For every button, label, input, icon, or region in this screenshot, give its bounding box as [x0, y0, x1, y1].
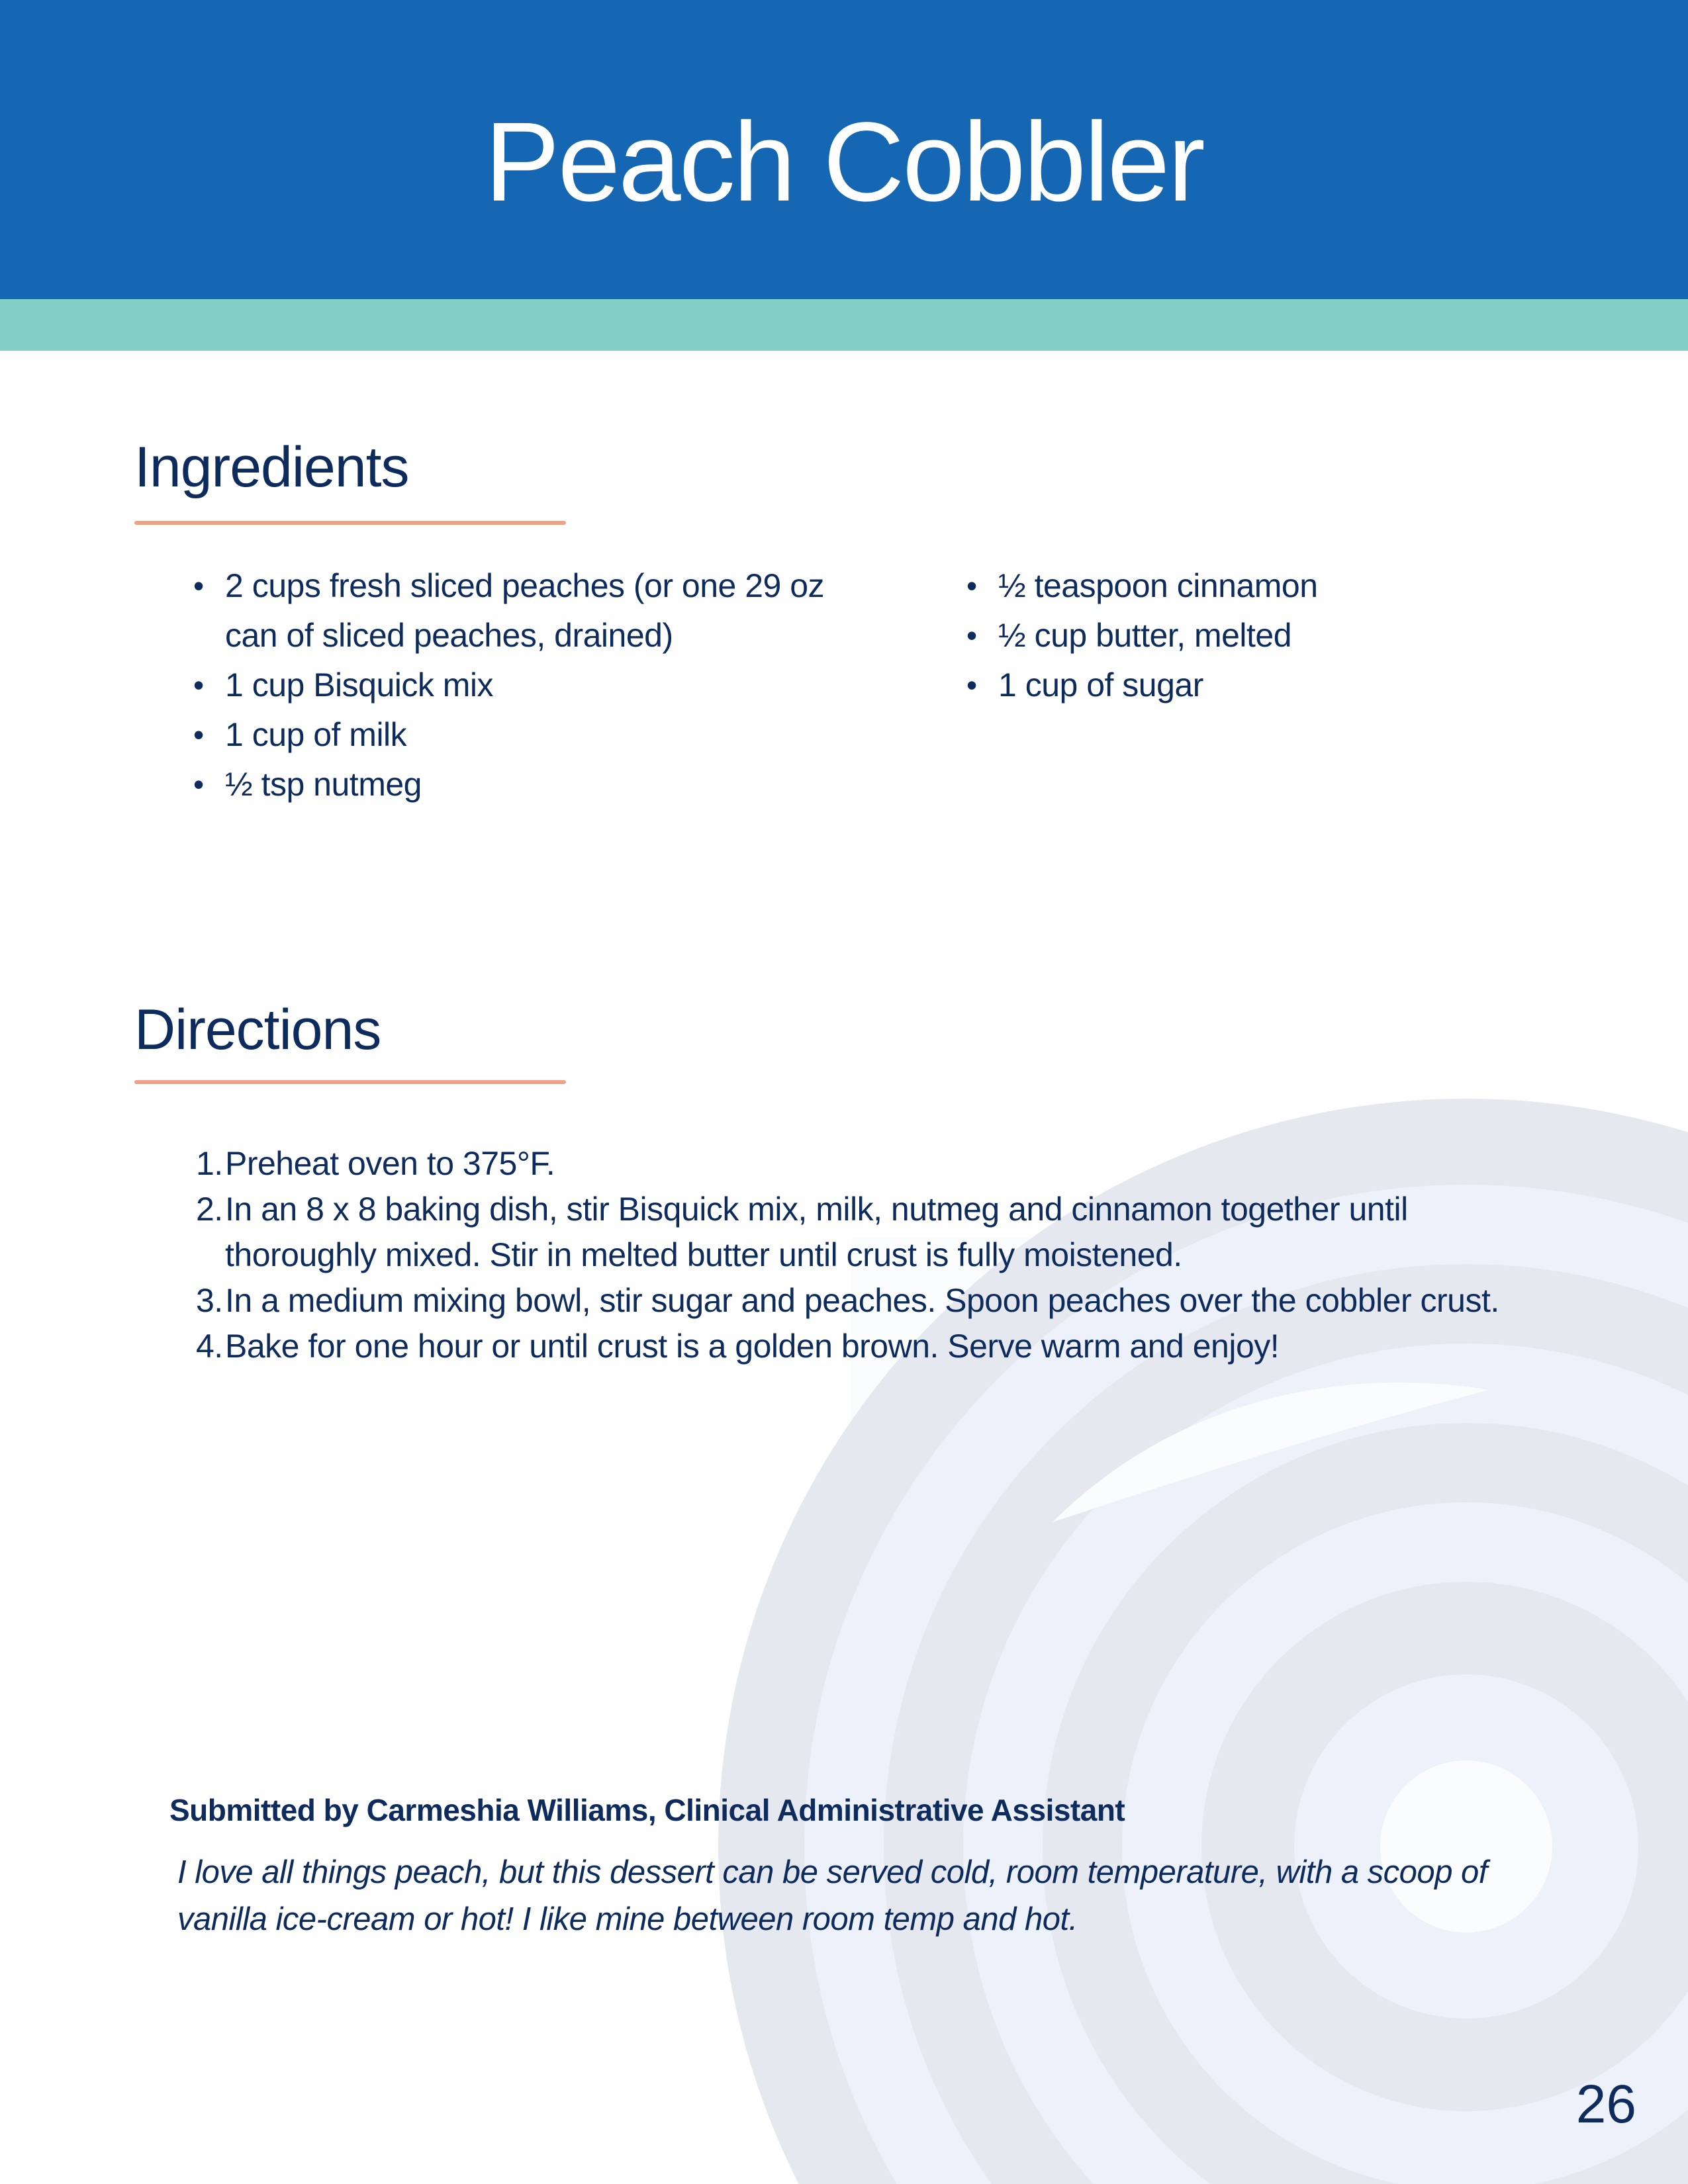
- ingredients-list-right: [998, 561, 1594, 710]
- submitted-by: Submitted by Carmeshia Williams, Clinical Administrative Assistant: [169, 1793, 1125, 1827]
- direction-step: [196, 1141, 1516, 1187]
- submitter-note: I love all things peach, but this dessert can be served cold, room temperature, with a scoop of vanilla ice-cream or hot! I like mine between room temp and hot.: [177, 1854, 1487, 1937]
- directions-underline: [134, 1080, 566, 1084]
- direction-step: [196, 1324, 1516, 1369]
- step-text: Preheat oven to 375°F.: [225, 1145, 555, 1182]
- step-number: 1.: [196, 1145, 223, 1182]
- step-text: Bake for one hour or until crust is a golden brown. Serve warm and enjoy!: [225, 1328, 1280, 1365]
- page-number: 26: [1575, 2074, 1636, 2134]
- recipe-title: Peach Cobbler: [485, 99, 1203, 225]
- ingredients-heading: Ingredients: [134, 435, 409, 499]
- ingredient-item: • 1 cup Bisquick mix: [225, 660, 874, 710]
- direction-step: [196, 1278, 1516, 1324]
- step-number: 2.: [196, 1191, 223, 1228]
- direction-step: [196, 1187, 1516, 1278]
- ingredients-underline: [134, 521, 566, 525]
- step-text: In a medium mixing bowl, stir sugar and peaches. Spoon peaches over the cobbler crust.: [225, 1282, 1499, 1319]
- directions-heading: Directions: [134, 998, 381, 1062]
- ingredient-item: • 2 cups fresh sliced peaches (or one 29 oz can of sliced peaches, drained): [225, 561, 874, 660]
- step-text: In an 8 x 8 baking dish, stir Bisquick mix, milk, nutmeg and cinnamon together until thoroughly mixed. Stir in melted butter until crust is fully moistened.: [225, 1191, 1408, 1273]
- ingredient-item: • 1 cup of milk: [225, 710, 874, 760]
- directions-list: [196, 1141, 1516, 1369]
- ingredient-item: • 1 cup of sugar: [998, 660, 1594, 710]
- step-number: 4.: [196, 1328, 223, 1365]
- ingredients-list-left: [225, 561, 874, 809]
- step-number: 3.: [196, 1282, 223, 1319]
- ingredient-item: • ½ tsp nutmeg: [225, 760, 874, 809]
- banner-stripe: [0, 299, 1688, 351]
- ingredient-item: • ½ cup butter, melted: [998, 611, 1594, 660]
- ingredient-item: • ½ teaspoon cinnamon: [998, 561, 1594, 611]
